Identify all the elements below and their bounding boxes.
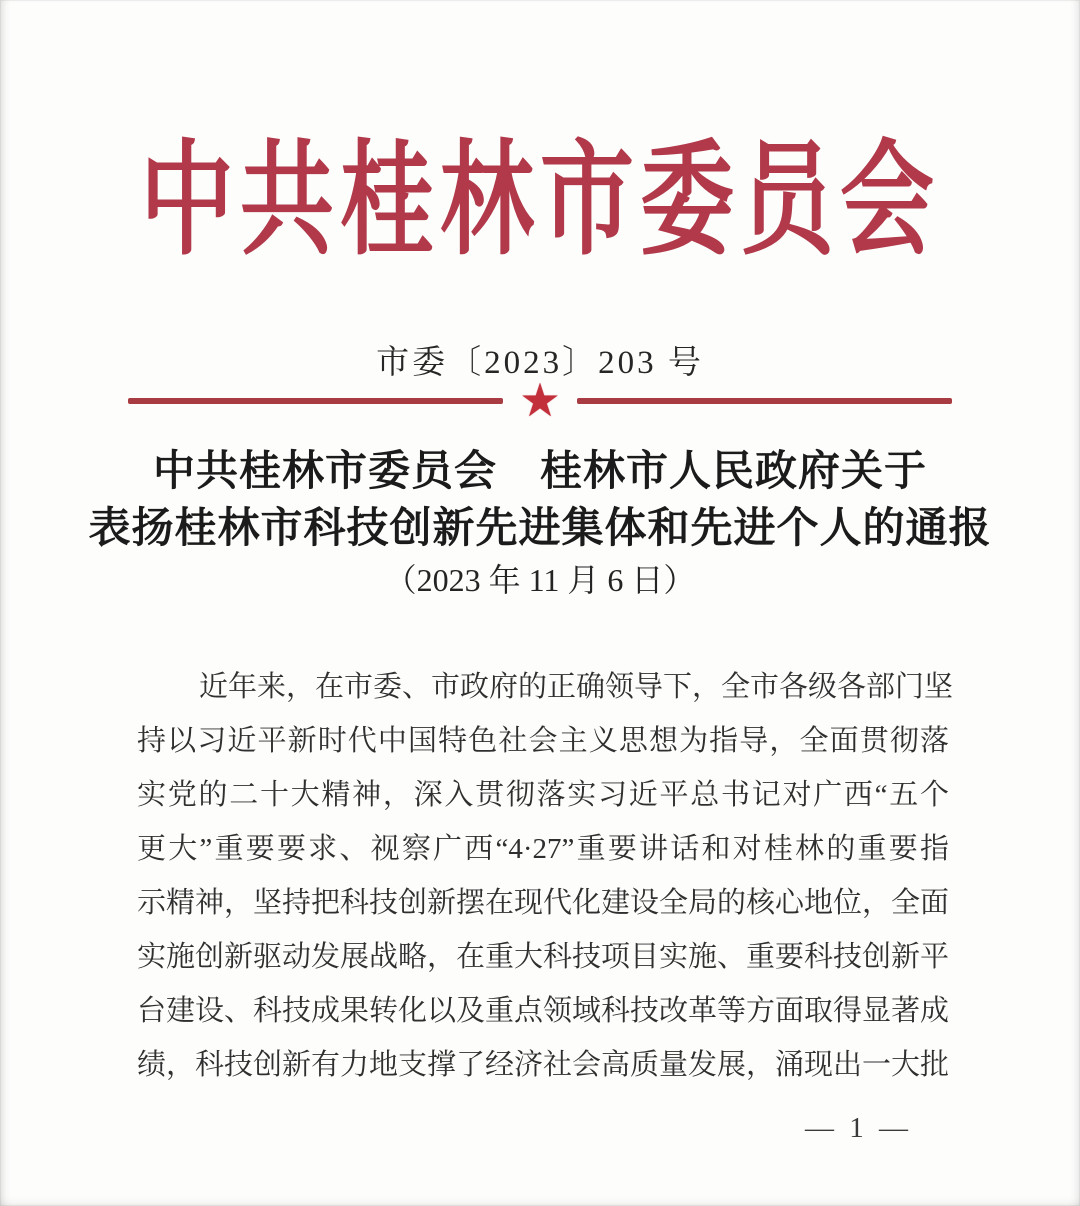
body-line: 绩，科技创新有力地支撑了经济社会高质量发展，涌现出一大批 bbox=[137, 1049, 950, 1081]
document-title bbox=[0, 444, 1080, 558]
separator-line-left bbox=[128, 398, 503, 404]
body-line: 示精神，坚持把科技创新摆在现代化建设全局的核心地位，全面 bbox=[137, 887, 950, 919]
document-title-line1: 中共桂林市委员会 桂林市人民政府关于 bbox=[152, 449, 927, 495]
document-body bbox=[137, 660, 954, 1092]
body-line: 更大”重要要求、视察广西“4·27”重要讲话和对桂林的重要指 bbox=[137, 833, 949, 865]
red-star-icon: ★ bbox=[519, 375, 561, 426]
separator-line-right bbox=[577, 398, 952, 404]
body-line: 近年来，在市委、市政府的正确领导下，全市各级各部门坚 bbox=[199, 671, 954, 703]
doc-number: 市委〔2023〕203 号 bbox=[376, 345, 704, 381]
body-line: 实施创新驱动发展战略，在重大科技项目实施、重要科技创新平 bbox=[137, 941, 950, 973]
page-number: — 1 — bbox=[805, 1112, 912, 1144]
body-line: 实党的二十大精神，深入贯彻落实习近平总书记对广西“五个 bbox=[137, 779, 949, 811]
red-separator bbox=[128, 375, 952, 426]
document-date: （2023 年 11 月 6 日） bbox=[384, 562, 696, 598]
document-title-line2: 表扬桂林市科技创新先进集体和先进个人的通报 bbox=[88, 506, 992, 552]
letterhead-org-name: 中共桂林市委员会 bbox=[139, 133, 940, 271]
body-line: 持以习近平新时代中国特色社会主义思想为指导，全面贯彻落 bbox=[137, 725, 949, 757]
body-line: 台建设、科技成果转化以及重点领域科技改革等方面取得显著成 bbox=[137, 995, 950, 1027]
